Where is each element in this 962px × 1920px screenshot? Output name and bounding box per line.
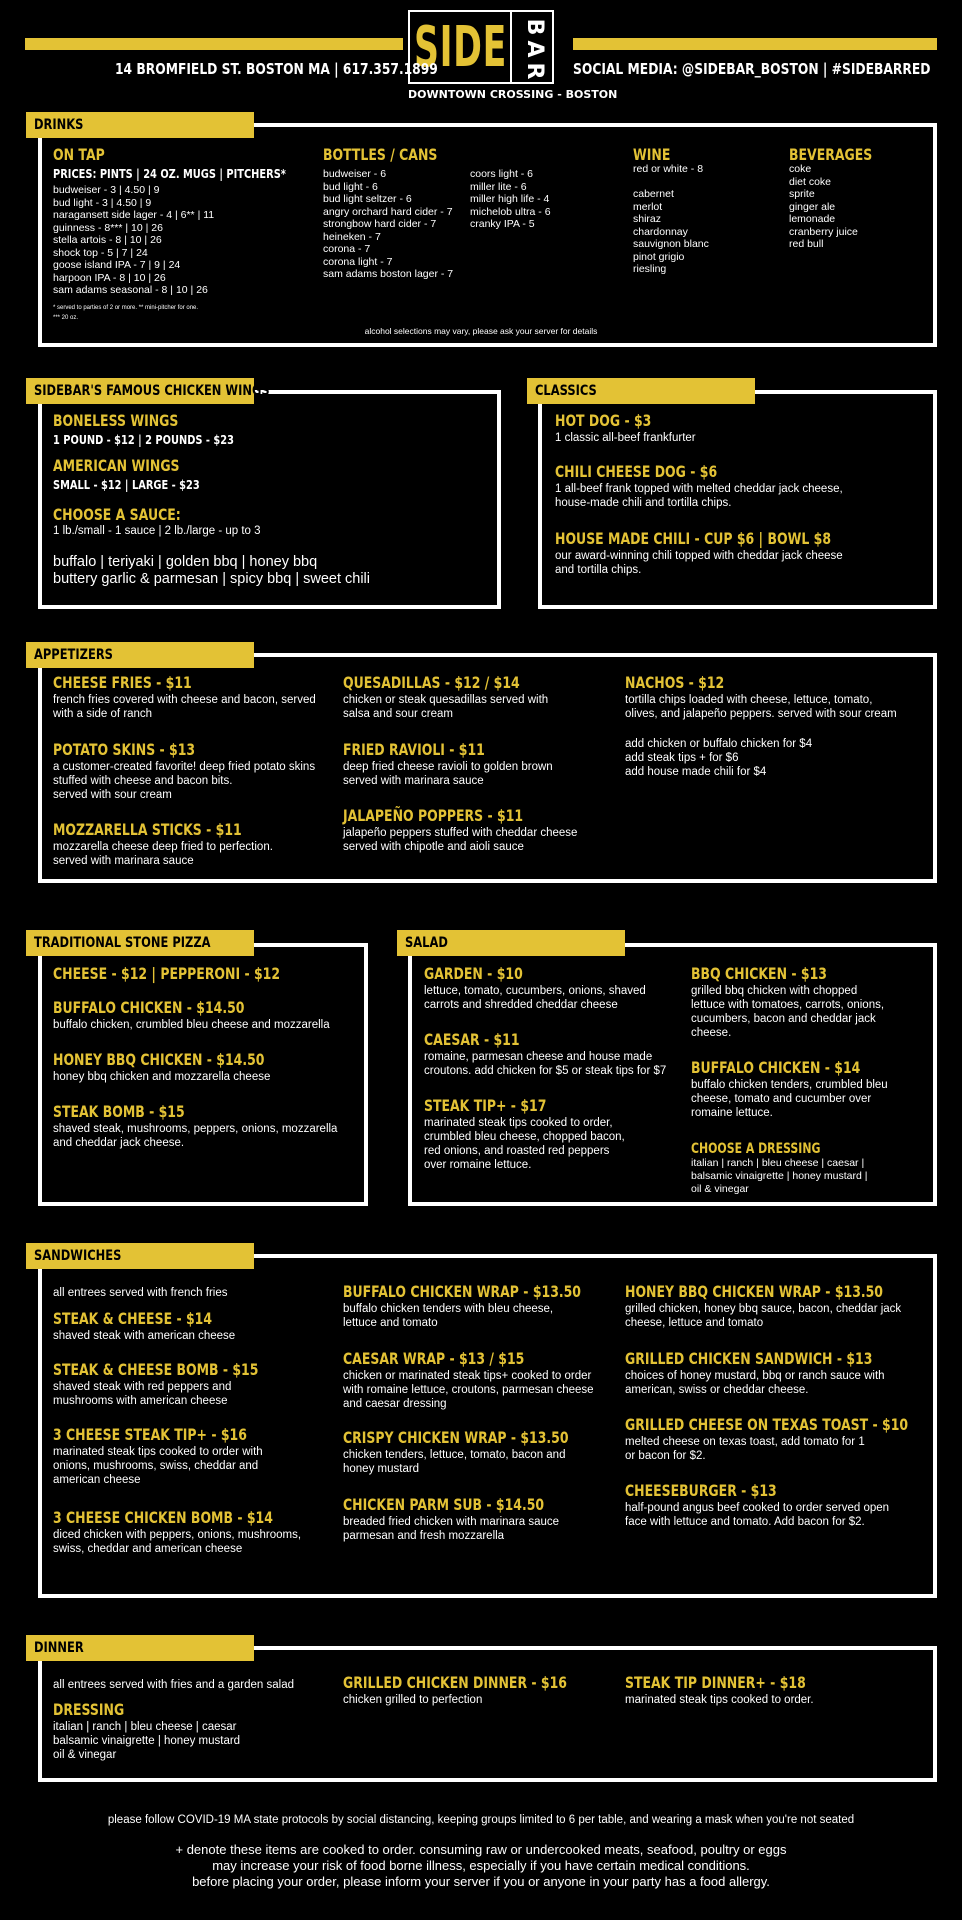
- list-item: cabernet: [633, 188, 674, 200]
- menu-item-description: red onions, and roasted red peppers: [424, 1145, 610, 1157]
- menu-item-name: STEAK & CHEESE BOMB - $15: [53, 1360, 259, 1379]
- pizza-basic: CHEESE - $12 | PEPPERONI - $12: [53, 964, 281, 983]
- menu-item-name: CHEESEBURGER - $13: [625, 1481, 777, 1500]
- menu-item-name: FRIED RAVIOLI - $11: [343, 740, 485, 759]
- list-item: strongbow hard cider - 7: [323, 218, 437, 230]
- menu-item-description: served with sour cream: [53, 789, 172, 801]
- menu-item-name: 3 CHEESE CHICKEN BOMB - $14: [53, 1508, 273, 1527]
- salad-tab: SALAD: [397, 930, 625, 956]
- menu-item-description: chicken tenders, lettuce, tomato, bacon and: [343, 1449, 566, 1461]
- menu-item-name: BUFFALO CHICKEN WRAP - $13.50: [343, 1282, 581, 1301]
- menu-item-description: choices of honey mustard, bbq or ranch sauce with: [625, 1370, 885, 1382]
- list-item: shiraz: [633, 213, 662, 225]
- menu-item-name: STEAK & CHEESE - $14: [53, 1309, 213, 1328]
- menu-item-description: grilled chicken, honey bbq sauce, bacon, cheddar jack: [625, 1303, 902, 1315]
- menu-item-name: HONEY BBQ CHICKEN - $14.50: [53, 1050, 265, 1069]
- menu-item-name: MOZZARELLA STICKS - $11: [53, 820, 242, 839]
- menu-item-description: parmesan and fresh mozzarella: [343, 1530, 505, 1542]
- dinner-tab: DINNER: [26, 1635, 254, 1661]
- list-item: goose island IPA - 7 | 9 | 24: [53, 259, 181, 271]
- food-warning: [0, 1842, 962, 1890]
- menu-item-name: GARDEN - $10: [424, 964, 523, 983]
- menu-item-description: and tortilla chips.: [555, 564, 642, 576]
- on-tap-prices: PRICES: PINTS | 24 OZ. MUGS | PITCHERS*: [53, 167, 286, 181]
- appetizer-addons: [625, 737, 812, 779]
- list-item: harpoon IPA - 8 | 10 | 26: [53, 271, 166, 284]
- menu-item-description: served with marinara sauce: [343, 775, 484, 787]
- on-tap-title: ON TAP: [53, 145, 105, 164]
- menu-item-description: onions, mushrooms, swiss, cheddar and: [53, 1460, 259, 1472]
- list-item: merlot: [633, 200, 663, 213]
- american-title: AMERICAN WINGS: [53, 456, 180, 475]
- sauce-title: CHOOSE A SAUCE:: [53, 505, 181, 524]
- menu-item-description: olives, and jalapeño peppers. served with sour cream: [625, 708, 897, 720]
- list-item: riesling: [633, 263, 667, 275]
- list-item: michelob ultra - 6: [470, 205, 551, 218]
- sauce-note: 1 lb./small - 1 sauce | 2 lb./large - up to 3: [53, 525, 261, 537]
- menu-item-name: STEAK BOMB - $15: [53, 1102, 185, 1121]
- list-item: cranberry juice: [789, 225, 858, 238]
- menu-item-description: and cheddar jack cheese.: [53, 1137, 185, 1149]
- wine-title: WINE: [633, 145, 671, 164]
- menu-item-description: oil & vinegar: [691, 1183, 749, 1195]
- menu-item-description: deep fried cheese ravioli to golden brown: [343, 761, 553, 773]
- menu-item-name: CAESAR WRAP - $13 / $15: [343, 1349, 525, 1368]
- list-item: sprite: [789, 188, 815, 200]
- menu-item-description: chicken or marinated steak tips+ cooked to order: [343, 1370, 592, 1382]
- menu-item-description: over romaine lettuce.: [424, 1159, 532, 1171]
- menu-item-name: HONEY BBQ CHICKEN WRAP - $13.50: [625, 1282, 883, 1301]
- list-item: shock top - 5 | 7 | 24: [53, 246, 148, 259]
- menu-item-name: GRILLED CHEESE ON TEXAS TOAST - $10: [625, 1415, 909, 1434]
- list-item: coors light - 6: [470, 168, 534, 180]
- menu-item-description: chicken grilled to perfection: [343, 1694, 483, 1706]
- menu-item-description: french fries covered with cheese and bacon, served: [53, 694, 316, 706]
- menu-item-description: crumbled bleu cheese, chopped bacon,: [424, 1131, 625, 1143]
- menu-item-description: romaine lettuce.: [691, 1107, 773, 1119]
- menu-item-name: POTATO SKINS - $13: [53, 740, 196, 759]
- menu-item-description: tortilla chips loaded with cheese, lettuce, tomato,: [625, 694, 873, 706]
- list-item: bud light seltzer - 6: [323, 193, 412, 205]
- menu-item-name: HOUSE MADE CHILI - CUP $6 | BOWL $8: [555, 529, 832, 548]
- dressing-title: DRESSING: [53, 1700, 125, 1719]
- beverages-list: [789, 163, 858, 251]
- menu-item-description: marinated steak tips cooked to order with: [53, 1446, 263, 1458]
- menu-item-name: JALAPEÑO POPPERS - $11: [343, 806, 524, 825]
- menu-item-description: croutons. add chicken for $5 or steak tips for $7: [424, 1065, 667, 1077]
- menu-item-description: diced chicken with peppers, onions, mushrooms,: [53, 1529, 302, 1541]
- list-item: naragansett side lager - 4 | 6** | 11: [53, 209, 215, 221]
- on-tap-list: [53, 184, 214, 297]
- list-item: may increase your risk of food borne illness, especially if you have certain medical conditions.: [212, 1858, 750, 1873]
- header-location: DOWNTOWN CROSSING - BOSTON: [408, 88, 618, 101]
- sandwiches-tab: SANDWICHES: [26, 1243, 254, 1269]
- menu-item-description: swiss, cheddar and american cheese: [53, 1543, 243, 1555]
- list-item: corona - 7: [323, 243, 371, 255]
- wine-list: [633, 188, 709, 276]
- list-item: stella artois - 8 | 10 | 26: [53, 234, 162, 246]
- list-item: cranky IPA - 5: [470, 218, 535, 230]
- list-item: sam adams boston lager - 7: [323, 268, 454, 280]
- menu-item-description: breaded fried chicken with marinara sauce: [343, 1516, 560, 1528]
- list-item: miller lite - 6: [470, 180, 527, 193]
- list-item: guinness - 8*** | 10 | 26: [53, 221, 163, 234]
- menu-item-description: romaine, parmesan cheese and house made: [424, 1051, 653, 1063]
- menu-item-description: jalapeño peppers stuffed with cheddar cheese: [343, 827, 578, 839]
- list-item: + denote these items are cooked to order. consuming raw or undercooked meats, seafood, poultry or eggs: [175, 1842, 787, 1857]
- menu-item-name: NACHOS - $12: [625, 673, 725, 692]
- menu-item-description: melted cheese on texas toast, add tomato for 1: [625, 1436, 865, 1448]
- menu-item-description: cheese, tomato and cucumber over: [691, 1093, 872, 1105]
- menu-item-description: shaved steak with american cheese: [53, 1330, 236, 1342]
- header-address: 14 BROMFIELD ST. BOSTON MA | 617.357.1899: [115, 60, 438, 78]
- wings-tab: SIDEBAR'S FAMOUS CHICKEN WINGS: [26, 378, 254, 404]
- list-item: oil & vinegar: [53, 1749, 117, 1761]
- logo-bar-letter: B: [522, 18, 547, 36]
- bottles-list-1: [323, 168, 453, 281]
- classics-tab: CLASSICS: [527, 378, 755, 404]
- menu-item-description: a customer-created favorite! deep fried potato skins: [53, 761, 316, 773]
- menu-item-description: chicken or steak quesadillas served with: [343, 694, 549, 706]
- menu-item-description: cheese, lettuce and tomato: [625, 1317, 764, 1329]
- menu-item-description: or bacon for $2.: [625, 1450, 706, 1462]
- list-item: red bull: [789, 238, 824, 250]
- menu-item-description: 1 classic all-beef frankfurter: [555, 432, 696, 444]
- list-item: add house made chili for $4: [625, 766, 767, 778]
- logo-divider: [510, 12, 512, 82]
- list-item: sam adams seasonal - 8 | 10 | 26: [53, 284, 208, 296]
- menu-item-description: lettuce, tomato, cucumbers, onions, shaved: [424, 985, 646, 997]
- dinner-note: all entrees served with fries and a garden salad: [53, 1679, 295, 1691]
- on-tap-note-2: *** 20 oz.: [53, 315, 79, 321]
- logo-bar-letter: R: [522, 62, 547, 80]
- list-item: balsamic vinaigrette | honey mustard: [53, 1735, 241, 1747]
- appetizers-tab: APPETIZERS: [26, 642, 254, 668]
- covid-note: please follow COVID-19 MA state protocols by social distancing, keeping groups limited to 6 per table, and wearing a mask when you're not seated: [107, 1814, 855, 1826]
- menu-item-description: stuffed with cheese and bacon bits.: [53, 775, 233, 787]
- list-item: miller high life - 4: [470, 193, 550, 205]
- menu-item-description: mozzarella cheese deep fried to perfection.: [53, 841, 273, 853]
- header-bar-left: [25, 38, 403, 50]
- menu-item-description: american cheese: [53, 1474, 141, 1486]
- list-item: add steak tips + for $6: [625, 752, 739, 764]
- sauces-line-2: buttery garlic & parmesan | spicy bbq | sweet chili: [53, 571, 371, 587]
- menu-item-description: and caesar dressing: [343, 1398, 447, 1410]
- list-item: coke: [789, 163, 812, 175]
- menu-item-description: shaved steak with red peppers and: [53, 1381, 232, 1393]
- menu-item-description: american, swiss or cheddar cheese.: [625, 1384, 809, 1396]
- list-item: bud light - 3 | 4.50 | 9: [53, 196, 152, 209]
- menu-item-description: our award-winning chili topped with cheddar jack cheese: [555, 550, 843, 562]
- drinks-tab: DRINKS: [26, 112, 254, 138]
- pizza-tab: TRADITIONAL STONE PIZZA: [26, 930, 254, 956]
- logo-bar: [518, 16, 550, 82]
- bottles-list-2: [470, 168, 551, 231]
- menu-item-description: half-pound angus beef cooked to order served open: [625, 1502, 890, 1514]
- menu-item-description: with a side of ranch: [53, 708, 153, 720]
- list-item: sauvignon blanc: [633, 238, 709, 250]
- menu-item-name: BBQ CHICKEN - $13: [691, 964, 827, 983]
- menu-item-name: 3 CHEESE STEAK TIP+ - $16: [53, 1425, 247, 1444]
- menu-item-description: house-made chili and tortilla chips.: [555, 497, 732, 509]
- menu-item-description: buffalo chicken, crumbled bleu cheese and mozzarella: [53, 1019, 330, 1031]
- menu-item-description: honey mustard: [343, 1463, 420, 1475]
- menu-item-name: CHILI CHEESE DOG - $6: [555, 462, 718, 481]
- menu-item-name: STEAK TIP+ - $17: [424, 1096, 547, 1115]
- beverages-title: BEVERAGES: [789, 145, 873, 164]
- dressing-list: [53, 1720, 240, 1762]
- menu-item-name: CRISPY CHICKEN WRAP - $13.50: [343, 1428, 569, 1447]
- menu-item-description: italian | ranch | bleu cheese | caesar |: [691, 1157, 865, 1169]
- menu-item-name: BUFFALO CHICKEN - $14: [691, 1058, 861, 1077]
- menu-item-description: buffalo chicken tenders with bleu cheese,: [343, 1303, 554, 1315]
- list-item: chardonnay: [633, 225, 688, 238]
- logo-side: SIDE: [414, 15, 507, 80]
- menu-item-name: GRILLED CHICKEN SANDWICH - $13: [625, 1349, 873, 1368]
- logo-bar-letter: A: [522, 40, 547, 58]
- menu-item-description: lettuce with tomatoes, carrots, onions,: [691, 999, 885, 1011]
- menu-item-description: marinated steak tips cooked to order,: [424, 1117, 613, 1129]
- on-tap-note-1: * served to parties of 2 or more. ** mini-pitcher for one.: [53, 305, 199, 311]
- boneless-prices: 1 POUND - $12 | 2 POUNDS - $23: [53, 433, 234, 447]
- drinks-note: alcohol selections may vary, please ask your server for details: [364, 326, 598, 336]
- list-item: budweiser - 6: [323, 168, 387, 180]
- menu-item-name: QUESADILLAS - $12 / $14: [343, 673, 520, 692]
- menu-item-description: 1 all-beef frank topped with melted cheddar jack cheese,: [555, 483, 843, 495]
- menu-item-description: salsa and sour cream: [343, 708, 453, 720]
- menu-item-description: served with chipotle and aioli sauce: [343, 841, 524, 853]
- menu-item-description: cucumbers, bacon and cheddar jack: [691, 1013, 876, 1025]
- header-bar-right: [573, 38, 937, 50]
- boneless-title: BONELESS WINGS: [53, 411, 179, 430]
- list-item: ginger ale: [789, 200, 836, 213]
- menu-item-description: cheese.: [691, 1027, 732, 1039]
- menu-item-name: CAESAR - $11: [424, 1030, 520, 1049]
- menu-item-description: mushrooms with american cheese: [53, 1395, 228, 1407]
- menu-item-name: CHEESE FRIES - $11: [53, 673, 192, 692]
- menu-item-name: CHICKEN PARM SUB - $14.50: [343, 1495, 545, 1514]
- sauces-line-1: buffalo | teriyaki | golden bbq | honey bbq: [53, 554, 318, 570]
- menu-item-name: STEAK TIP DINNER+ - $18: [625, 1673, 806, 1692]
- menu-item-description: with romaine lettuce, croutons, parmesan cheese: [343, 1384, 594, 1396]
- header-social: SOCIAL MEDIA: @SIDEBAR_BOSTON | #SIDEBARRED: [573, 60, 931, 78]
- american-prices: SMALL - $12 | LARGE - $23: [53, 478, 200, 492]
- sandwiches-note: all entrees served with french fries: [53, 1287, 228, 1299]
- menu-item-name: HOT DOG - $3: [555, 411, 652, 430]
- list-item: italian | ranch | bleu cheese | caesar: [53, 1721, 237, 1733]
- menu-item-description: grilled bbq chicken with chopped: [691, 985, 858, 997]
- wine-sub: red or white - 8: [633, 163, 704, 175]
- menu-item-description: honey bbq chicken and mozzarella cheese: [53, 1071, 271, 1083]
- menu-item-description: served with marinara sauce: [53, 855, 194, 867]
- list-item: add chicken or buffalo chicken for $4: [625, 738, 813, 750]
- menu-item-name: CHOOSE A DRESSING: [691, 1141, 821, 1157]
- bottles-title: BOTTLES / CANS: [323, 145, 438, 164]
- menu-item-description: marinated steak tips cooked to order.: [625, 1694, 814, 1706]
- menu-item-description: buffalo chicken tenders, crumbled bleu: [691, 1079, 888, 1091]
- list-item: before placing your order, please inform your server if you or anyone in your party has a food allergy.: [192, 1874, 770, 1889]
- menu-item-name: GRILLED CHICKEN DINNER - $16: [343, 1673, 567, 1692]
- list-item: corona light - 7: [323, 255, 393, 268]
- list-item: angry orchard hard cider - 7: [323, 205, 453, 218]
- list-item: bud light - 6: [323, 180, 378, 193]
- menu-item-name: BUFFALO CHICKEN - $14.50: [53, 998, 245, 1017]
- list-item: pinot grigio: [633, 250, 685, 263]
- list-item: lemonade: [789, 213, 836, 225]
- menu-item-description: lettuce and tomato: [343, 1317, 438, 1329]
- menu-item-description: face with lettuce and tomato. Add bacon for $2.: [625, 1516, 865, 1528]
- list-item: diet coke: [789, 175, 832, 188]
- menu-item-description: carrots and shredded cheddar cheese: [424, 999, 618, 1011]
- menu-item-description: balsamic vinaigrette | honey mustard |: [691, 1170, 868, 1182]
- list-item: heineken - 7: [323, 230, 381, 243]
- menu-item-description: shaved steak, mushrooms, peppers, onions, mozzarella: [53, 1123, 338, 1135]
- list-item: budweiser - 3 | 4.50 | 9: [53, 184, 160, 196]
